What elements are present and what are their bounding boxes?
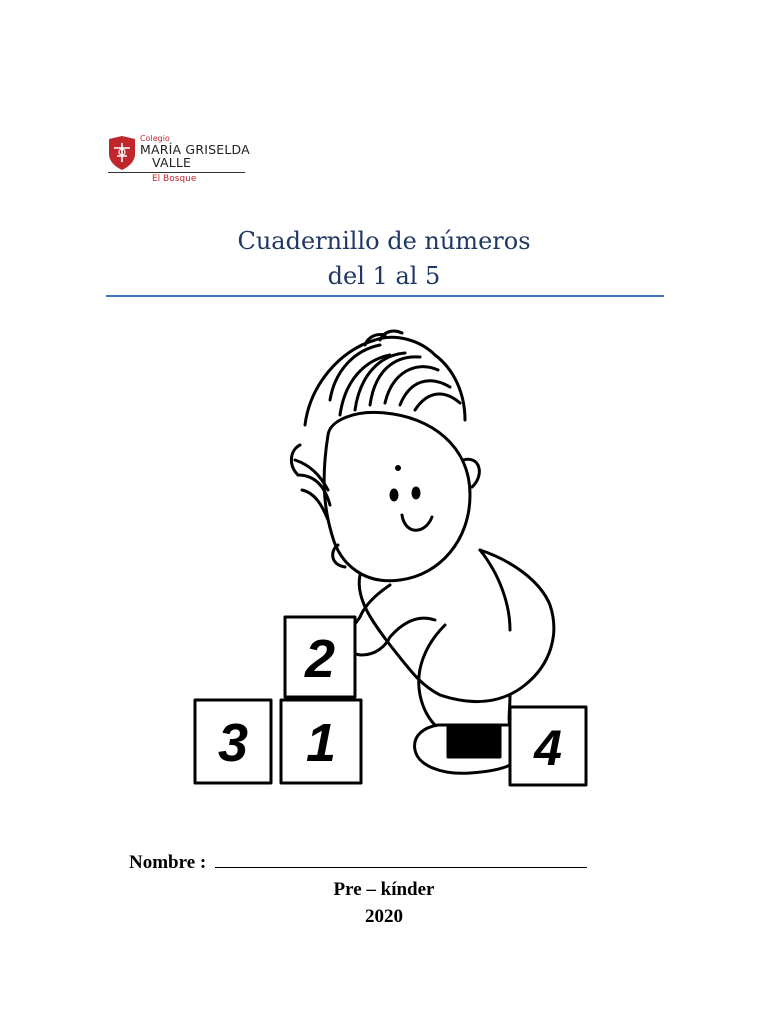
logo-name-line1: MARÍA GRISELDA: [140, 142, 250, 157]
logo-campus-text: El Bosque: [152, 174, 197, 184]
block-number-4: 4: [534, 720, 562, 776]
document-title-line1: Cuadernillo de números: [237, 227, 531, 255]
logo-colegio-text: Colegio: [140, 134, 170, 143]
smile: [402, 515, 432, 530]
boy-with-blocks-illustration: [180, 325, 600, 805]
nombre-label: Nombre :: [129, 852, 207, 873]
logo-divider: [108, 172, 245, 173]
left-eye: [391, 490, 397, 500]
block-number-2: 2: [304, 629, 336, 689]
school-logo: [106, 132, 256, 188]
hair-drawing: [291, 331, 465, 520]
grade-label: Pre – kínder: [333, 879, 435, 900]
shield-icon: [108, 136, 136, 170]
nombre-field: [129, 852, 587, 874]
block-number-1: 1: [305, 713, 337, 773]
block-number-3: 3: [217, 713, 249, 773]
document-title-line2: del 1 al 5: [327, 262, 441, 290]
nombre-blank-line[interactable]: [215, 853, 587, 868]
body-outline: [359, 550, 554, 702]
year-label: 2020: [365, 906, 403, 927]
logo-name-line2: VALLE: [152, 155, 192, 170]
shoe-stripe: [448, 727, 500, 757]
right-eye: [413, 488, 419, 498]
leg-outline: [419, 625, 445, 725]
eye-dot: [397, 467, 400, 470]
title-divider: [106, 295, 664, 297]
